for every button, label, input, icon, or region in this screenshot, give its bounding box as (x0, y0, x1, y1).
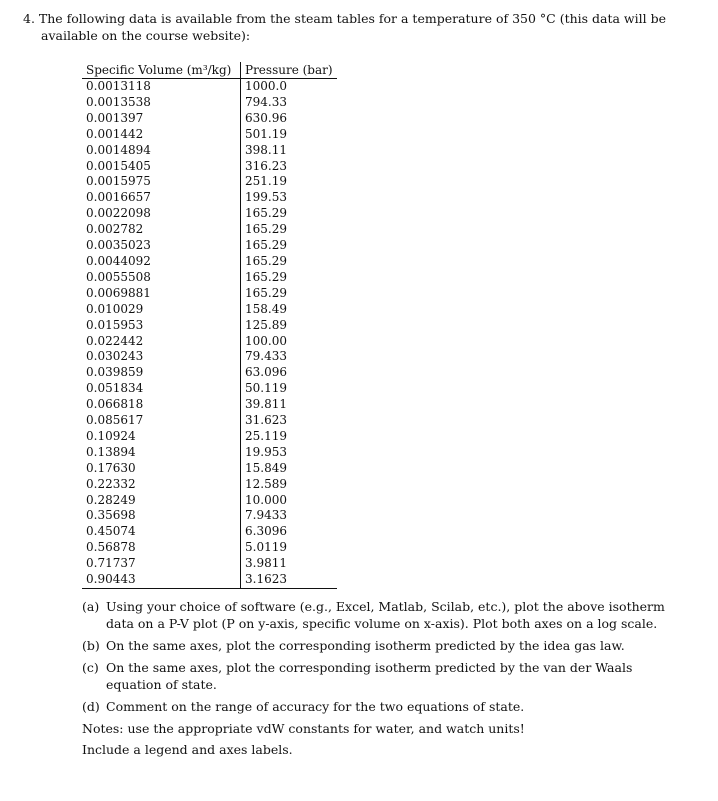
pressure-cell: 7.9433 (245, 508, 287, 523)
header-pressure: Pressure (bar) (241, 62, 337, 79)
pressure-cell: 25.119 (245, 428, 287, 443)
part-label: (b) (82, 638, 100, 653)
specific-volume-cell: 0.010029 (82, 302, 241, 318)
specific-volume-cell: 0.066818 (82, 397, 241, 413)
specific-volume-cell: 0.0022098 (82, 206, 241, 222)
specific-volume-cell: 0.0015405 (82, 159, 241, 175)
problem-intro-line-1: 4. The following data is available from the steam tables for a temperature of 350 °C (this data will be (23, 11, 666, 26)
pressure-cell: 158.49 (245, 301, 287, 316)
specific-volume-cell: 0.0055508 (82, 270, 241, 286)
specific-volume-cell: 0.0044092 (82, 254, 241, 270)
table-row (82, 254, 337, 270)
pressure-cell: 501.19 (245, 126, 287, 141)
pressure-cell: 3.9811 (245, 556, 287, 571)
specific-volume-cell: 0.22332 (82, 477, 241, 493)
table-row (82, 365, 337, 381)
table-row (82, 302, 337, 318)
pressure-cell: 15.849 (245, 460, 287, 475)
pressure-cell: 63.096 (245, 365, 287, 380)
pressure-cell: 125.89 (245, 317, 287, 332)
pressure-cell: 10.000 (245, 492, 287, 507)
pressure-cell: 31.623 (245, 413, 287, 428)
specific-volume-cell: 0.13894 (82, 445, 241, 461)
pressure-cell: 251.19 (245, 174, 287, 189)
question-part-c (82, 659, 682, 693)
table-row (82, 79, 337, 95)
pressure-cell: 398.11 (245, 142, 287, 157)
table-row (82, 111, 337, 127)
pressure-cell: 794.33 (245, 94, 287, 109)
pressure-cell: 50.119 (245, 381, 287, 396)
question-part-b (82, 637, 682, 654)
table-row (82, 461, 337, 477)
pressure-cell: 165.29 (245, 253, 287, 268)
table-row (82, 413, 337, 429)
steam-table (82, 62, 337, 589)
table-row (82, 445, 337, 461)
pressure-cell: 199.53 (245, 190, 287, 205)
question-parts (82, 598, 682, 720)
table-row (82, 381, 337, 397)
specific-volume-cell: 0.022442 (82, 334, 241, 350)
specific-volume-cell: 0.10924 (82, 429, 241, 445)
table-row (82, 493, 337, 509)
table-row (82, 508, 337, 524)
table-row (82, 95, 337, 111)
table-row (82, 190, 337, 206)
specific-volume-cell: 0.015953 (82, 318, 241, 334)
table-row (82, 318, 337, 334)
table-row (82, 572, 337, 588)
pressure-cell: 79.433 (245, 349, 287, 364)
table-header-row (82, 62, 337, 79)
pressure-cell: 165.29 (245, 238, 287, 253)
specific-volume-cell: 0.56878 (82, 540, 241, 556)
table-row (82, 477, 337, 493)
table-row (82, 206, 337, 222)
pressure-cell: 19.953 (245, 444, 287, 459)
table-row (82, 238, 337, 254)
question-part-d (82, 698, 682, 715)
notes (82, 720, 682, 762)
specific-volume-cell: 0.039859 (82, 365, 241, 381)
specific-volume-cell: 0.0013538 (82, 95, 241, 111)
specific-volume-cell: 0.0013118 (82, 79, 241, 95)
pressure-cell: 165.29 (245, 269, 287, 284)
pressure-cell: 165.29 (245, 206, 287, 221)
specific-volume-cell: 0.71737 (82, 556, 241, 572)
specific-volume-cell: 0.17630 (82, 461, 241, 477)
specific-volume-cell: 0.28249 (82, 493, 241, 509)
table-row (82, 397, 337, 413)
pressure-cell: 316.23 (245, 158, 287, 173)
part-label: (d) (82, 699, 100, 714)
part-label: (a) (82, 599, 100, 614)
table-row (82, 127, 337, 143)
specific-volume-cell: 0.002782 (82, 222, 241, 238)
table-row (82, 159, 337, 175)
pressure-cell: 100.00 (245, 333, 287, 348)
specific-volume-cell: 0.0035023 (82, 238, 241, 254)
pressure-cell: 165.29 (245, 285, 287, 300)
specific-volume-cell: 0.0016657 (82, 190, 241, 206)
specific-volume-cell: 0.085617 (82, 413, 241, 429)
problem-statement (23, 10, 683, 44)
specific-volume-cell: 0.35698 (82, 508, 241, 524)
specific-volume-cell: 0.0014894 (82, 143, 241, 159)
table-row (82, 524, 337, 540)
pressure-cell: 6.3096 (245, 524, 287, 539)
pressure-cell: 5.0119 (245, 540, 287, 555)
table-row (82, 349, 337, 365)
table-row (82, 222, 337, 238)
specific-volume-cell: 0.90443 (82, 572, 241, 588)
steam-data-table (82, 62, 337, 589)
table-body (82, 79, 337, 589)
part-text: On the same axes, plot the corresponding isotherm predicted by the idea gas law. (106, 638, 625, 653)
problem-intro-line-2: available on the course website): (41, 28, 251, 43)
question-part-a (82, 598, 682, 632)
header-specific-volume: Specific Volume (m³/kg) (82, 62, 241, 79)
table-row (82, 334, 337, 350)
table-row (82, 540, 337, 556)
specific-volume-cell: 0.0015975 (82, 174, 241, 190)
table-row (82, 286, 337, 302)
table-row (82, 429, 337, 445)
part-text: Comment on the range of accuracy for the two equations of state. (106, 699, 525, 714)
specific-volume-cell: 0.030243 (82, 349, 241, 365)
specific-volume-cell: 0.001442 (82, 127, 241, 143)
pressure-cell: 165.29 (245, 222, 287, 237)
specific-volume-cell: 0.001397 (82, 111, 241, 127)
table-row (82, 270, 337, 286)
table-row (82, 143, 337, 159)
table-row (82, 174, 337, 190)
pressure-cell: 630.96 (245, 110, 287, 125)
part-text: Using your choice of software (e.g., Excel, Matlab, Scilab, etc.), plot the above isotherm data on a P-V plot (P on y-axis, specific volume on x-axis). Plot both axes on a log scale. (106, 599, 665, 631)
specific-volume-cell: 0.45074 (82, 524, 241, 540)
table-row (82, 556, 337, 572)
specific-volume-cell: 0.051834 (82, 381, 241, 397)
part-text: On the same axes, plot the corresponding isotherm predicted by the van der Waals equation of state. (106, 660, 633, 692)
pressure-cell: 39.811 (245, 397, 287, 412)
pressure-cell: 3.1623 (241, 572, 337, 588)
part-label: (c) (82, 660, 99, 675)
pressure-cell: 1000.0 (245, 79, 287, 93)
notes-line-2: Include a legend and axes labels. (82, 742, 293, 757)
pressure-cell: 12.589 (245, 476, 287, 491)
notes-line-1: Notes: use the appropriate vdW constants for water, and watch units! (82, 721, 525, 736)
specific-volume-cell: 0.0069881 (82, 286, 241, 302)
